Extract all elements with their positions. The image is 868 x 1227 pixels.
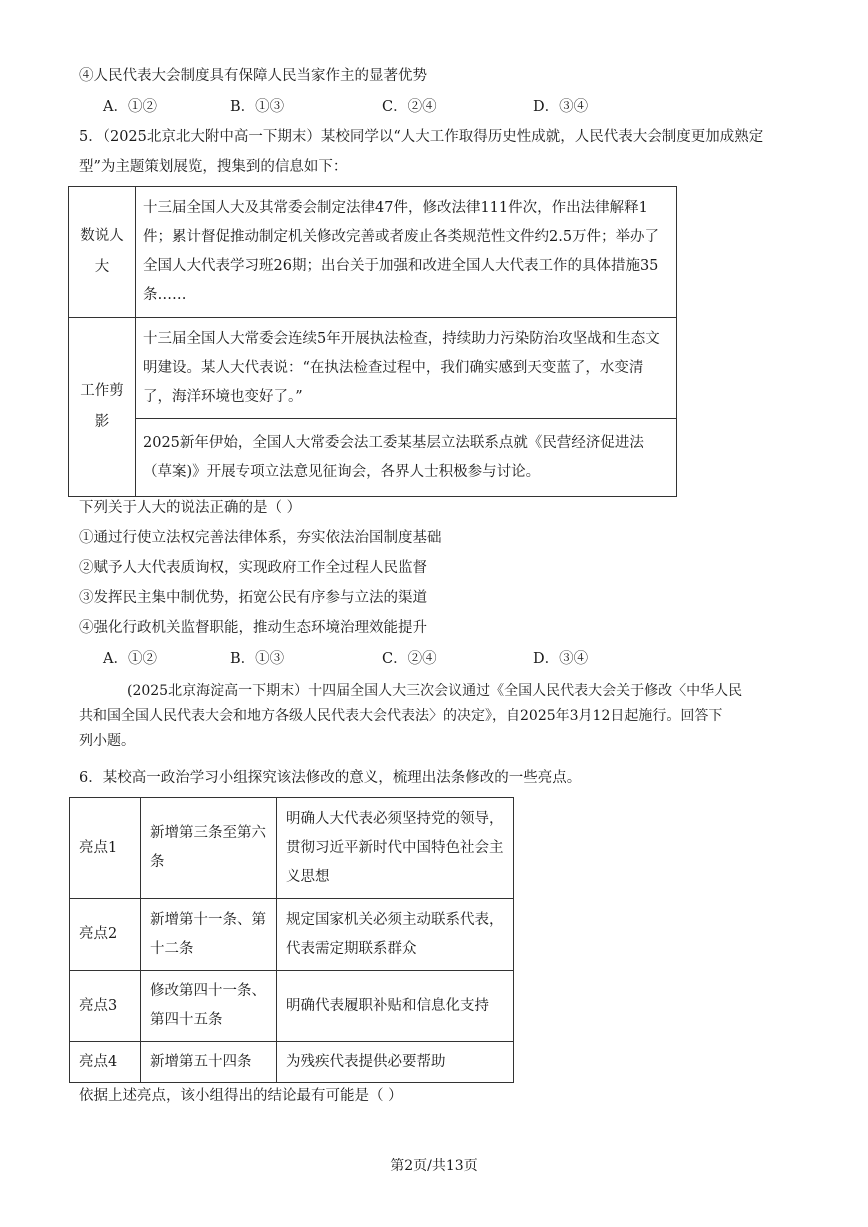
row1-label: 数说人大 [69, 187, 136, 318]
highlight-label: 亮点4 [70, 1042, 141, 1083]
row1-text: 十三届全国人大及其常委会制定法律47件，修改法律111件次，作出法律解释1件；累计督促推动制定机关修改完善或者废止各类规范性文件约2.5万件；举办了全国人大代表学习班26期；出台关于加强和改进全国人大代表工作的具体措施35条…… [136, 187, 677, 318]
table-row [70, 971, 514, 1042]
highlight-label: 亮点1 [70, 798, 141, 899]
table-row [70, 899, 514, 971]
highlight-content: 为残疾代表提供必要帮助 [277, 1042, 514, 1083]
highlight-content: 明确代表履职补贴和信息化支持 [277, 971, 514, 1042]
q6-stem: 6．某校高一政治学习小组探究该法修改的意义，梳理出法条修改的一些亮点。 [79, 770, 582, 786]
row2-text-b: 2025新年伊始，全国人大常委会法工委某基层立法联系点就《民营经济促进法（草案)》开展专项立法意见征询会，各界人士积极参与讨论。 [136, 419, 677, 497]
intro-line3: 列小题。 [79, 733, 135, 749]
option-c: C．②④ [382, 99, 437, 115]
table-row [70, 1042, 514, 1083]
highlight-change: 新增第十一条、第十二条 [141, 899, 277, 971]
q5-statement-4: ④强化行政机关监督职能，推动生态环境治理效能提升 [79, 620, 427, 636]
highlight-content: 规定国家机关必须主动联系代表，代表需定期联系群众 [277, 899, 514, 971]
option-d: D．③④ [533, 651, 589, 667]
q5-statement-3: ③发挥民主集中制优势，拓宽公民有序参与立法的渠道 [79, 590, 427, 606]
q5-info-table [68, 186, 677, 497]
highlight-change: 新增第五十四条 [141, 1042, 277, 1083]
statement-4: ④人民代表大会制度具有保障人民当家作主的显著优势 [79, 68, 427, 84]
intro-line1: (2025北京海淀高一下期末）十四届全国人大三次会议通过《全国人民代表大会关于修改〈中华人民 [127, 683, 743, 699]
highlight-label: 亮点3 [70, 971, 141, 1042]
highlight-label: 亮点2 [70, 899, 141, 971]
highlight-content: 明确人大代表必须坚持党的领导，贯彻习近平新时代中国特色社会主义思想 [277, 798, 514, 899]
q5-question: 下列关于人大的说法正确的是（ ） [79, 500, 302, 516]
option-b: B．①③ [230, 651, 285, 667]
highlight-change: 新增第三条至第六条 [141, 798, 277, 899]
q5-statement-1: ①通过行使立法权完善法律体系，夯实依法治国制度基础 [79, 530, 442, 546]
q5-statement-2: ②赋予人大代表质询权，实现政府工作全过程人民监督 [79, 560, 427, 576]
q6-highlights-table [69, 797, 514, 1083]
option-a: A．①② [103, 99, 157, 115]
option-c: C．②④ [382, 651, 437, 667]
option-d: D．③④ [533, 99, 589, 115]
q5-stem-line1: 5．（2025北京北大附中高一下期末）某校同学以“人大工作取得历史性成就，人民代表大会制度更加成熟定 [79, 129, 764, 145]
q6-question: 依据上述亮点，该小组得出的结论最有可能是（ ） [79, 1088, 403, 1104]
page-number: 第2页/共13页 [390, 1158, 478, 1174]
table-row [70, 798, 514, 899]
intro-line2: 共和国全国人民代表大会和地方各级人民代表大会代表法〉的决定》，自2025年3月12日起施行。回答下 [79, 708, 723, 724]
q5-stem-line2: 型”为主题策划展览，搜集到的信息如下： [79, 159, 348, 175]
row2-label: 工作剪影 [69, 318, 136, 497]
row2-text-a: 十三届全国人大常委会连续5年开展执法检查，持续助力污染防治攻坚战和生态文明建设。某人大代表说：“在执法检查过程中，我们确实感到天变蓝了，水变清了，海洋环境也变好了。” [136, 318, 677, 419]
option-b: B．①③ [230, 99, 285, 115]
group-intro [79, 679, 791, 754]
option-a: A．①② [103, 651, 157, 667]
highlight-change: 修改第四十一条、第四十五条 [141, 971, 277, 1042]
